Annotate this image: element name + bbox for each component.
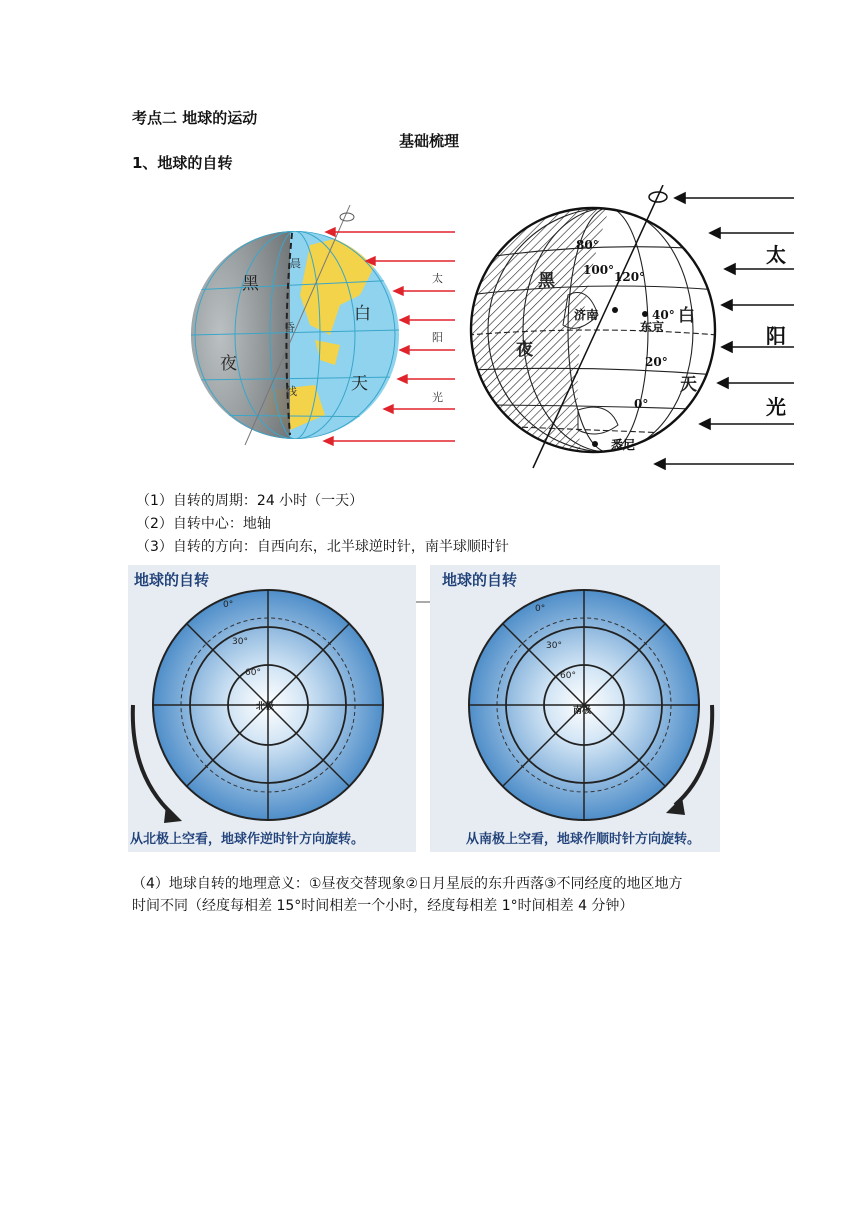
bw-white-label: 白 xyxy=(678,306,695,326)
terminator-label-1: 晨 xyxy=(290,257,301,270)
south-lat30: 30° xyxy=(546,641,562,651)
section-title: 考点二 地球的运动 xyxy=(132,109,258,127)
lat80-label: 80° xyxy=(576,238,599,252)
north-panel-caption: 从北极上空看，地球作逆时针方向旋转。 xyxy=(130,832,365,847)
north-pole-panel xyxy=(128,565,416,852)
south-panel-title: 地球的自转 xyxy=(442,571,518,589)
bw-globe-figure xyxy=(468,185,798,470)
north-pole-label: 北极 xyxy=(256,702,275,712)
night-label: 夜 xyxy=(220,354,237,374)
bw-day-label: 天 xyxy=(680,375,697,395)
north-panel-title: 地球的自转 xyxy=(134,571,210,589)
significance-line-1: （4）地球自转的地理意义：①昼夜交替现象②日月星辰的东升西落③不同经度的地区地方 xyxy=(132,876,683,892)
south-lat0: 0° xyxy=(535,604,546,614)
item1-title: 1、地球的自转 xyxy=(132,154,233,172)
white-label: 白 xyxy=(354,304,371,324)
significance-line-2: 时间不同（经度每相差 15°时间相差一个小时，经度每相差 1°时间相差 4 分钟） xyxy=(132,898,634,914)
tokyo-label: 东京 xyxy=(640,320,665,334)
fact-direction: （3）自转的方向：自西向东，北半球逆时针，南半球顺时针 xyxy=(136,539,509,555)
subtitle: 基础梳理 xyxy=(399,132,460,150)
dark-label: 黑 xyxy=(242,274,259,294)
bw-sun-label-2: 阳 xyxy=(766,324,786,348)
fact-period: （1）自转的周期：24 小时（一天） xyxy=(136,493,364,509)
bw-dark-label: 黑 xyxy=(538,271,555,291)
sun-label-3: 光 xyxy=(432,391,443,404)
sydney-label: 悉尼 xyxy=(611,438,636,452)
lon100-label: 100° xyxy=(583,263,615,277)
color-globe-figure xyxy=(190,205,460,460)
bw-sun-label-3: 光 xyxy=(766,395,786,419)
jinan-label: 济南 xyxy=(574,308,599,322)
bw-sun-label-1: 太 xyxy=(766,243,786,267)
fact-center: （2）自转中心：地轴 xyxy=(136,516,271,532)
south-panel-caption: 从南极上空看，地球作顺时针方向旋转。 xyxy=(466,832,701,847)
panel-divider xyxy=(416,601,430,603)
south-pole-label: 南极 xyxy=(573,706,592,716)
lon120-label: 120° xyxy=(614,270,646,284)
north-lat0: 0° xyxy=(223,600,234,610)
lat0-label: 0° xyxy=(634,397,649,411)
north-lat60: 60° xyxy=(245,668,261,678)
lat20-label: 20° xyxy=(645,355,668,369)
terminator-label-2: 昏 xyxy=(284,321,295,334)
north-lat30: 30° xyxy=(232,637,248,647)
sun-label-2: 阳 xyxy=(432,331,443,344)
south-lat60: 60° xyxy=(560,671,576,681)
south-pole-panel xyxy=(430,565,720,852)
sun-label-1: 太 xyxy=(432,272,443,285)
day-label: 天 xyxy=(351,374,368,394)
rotation-arrow-icon xyxy=(340,213,354,221)
lat40-label: 40° xyxy=(652,308,675,322)
terminator-label-3: 线 xyxy=(286,385,297,398)
bw-night-label: 夜 xyxy=(516,340,533,360)
